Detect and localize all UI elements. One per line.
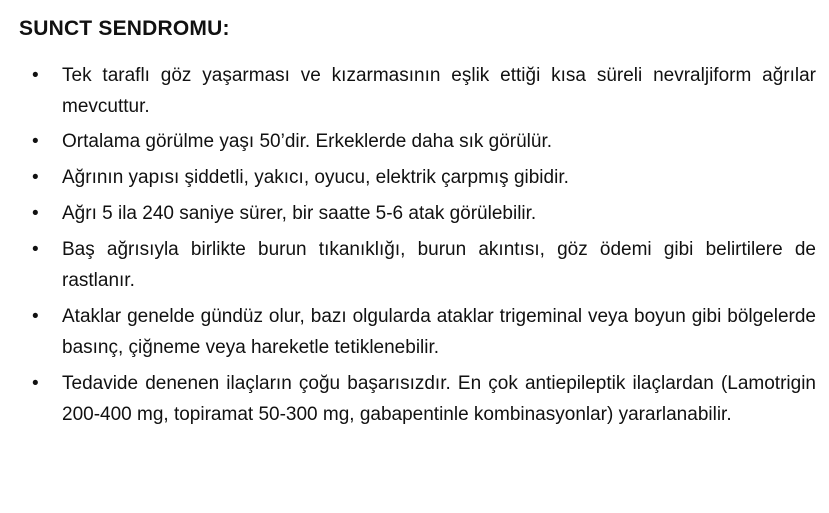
list-item — [32, 368, 816, 430]
list-item — [32, 301, 816, 363]
bullet-icon: • — [32, 239, 39, 260]
list-item — [32, 234, 816, 296]
bullet-icon: • — [32, 203, 39, 224]
symptom-list — [32, 60, 816, 435]
list-item-text: Ataklar genelde gündüz olur, bazı olgularda ataklar trigeminal veya boyun gibi bölgelerde basınç, çiğneme veya hareketle tetiklenebilir. — [62, 306, 816, 358]
list-item-text: Ağrının yapısı şiddetli, yakıcı, oyucu, elektrik çarpmış gibidir. — [62, 167, 569, 188]
bullet-icon: • — [32, 373, 39, 394]
list-item — [32, 60, 816, 122]
list-item-text: Ağrı 5 ila 240 saniye sürer, bir saatte 5-6 atak görülebilir. — [62, 203, 537, 224]
list-item — [32, 126, 816, 157]
list-item-text: Ortalama görülme yaşı 50’dir. Erkeklerde daha sık görülür. — [62, 131, 553, 152]
bullet-icon: • — [32, 65, 39, 86]
list-item-text: Tek taraflı göz yaşarması ve kızarmasının eşlik ettiği kısa süreli nevraljiform ağrılar mevcuttur. — [62, 65, 816, 117]
list-item — [32, 162, 816, 193]
bullet-icon: • — [32, 306, 39, 327]
list-item-text: Baş ağrısıyla birlikte burun tıkanıklığı, burun akıntısı, göz ödemi gibi belirtilere de rastlanır. — [62, 239, 816, 291]
bullet-icon: • — [32, 131, 39, 152]
list-item — [32, 198, 816, 229]
bullet-icon: • — [32, 167, 39, 188]
list-item-text: Tedavide denenen ilaçların çoğu başarısızdır. En çok antiepileptik ilaçlardan (Lamotrigin 200-400 mg, topiramat 50-300 mg, gabapentinle kombinasyonlar) yararlanabilir. — [62, 373, 816, 425]
section-title: SUNCT SENDROMU: — [19, 17, 230, 40]
